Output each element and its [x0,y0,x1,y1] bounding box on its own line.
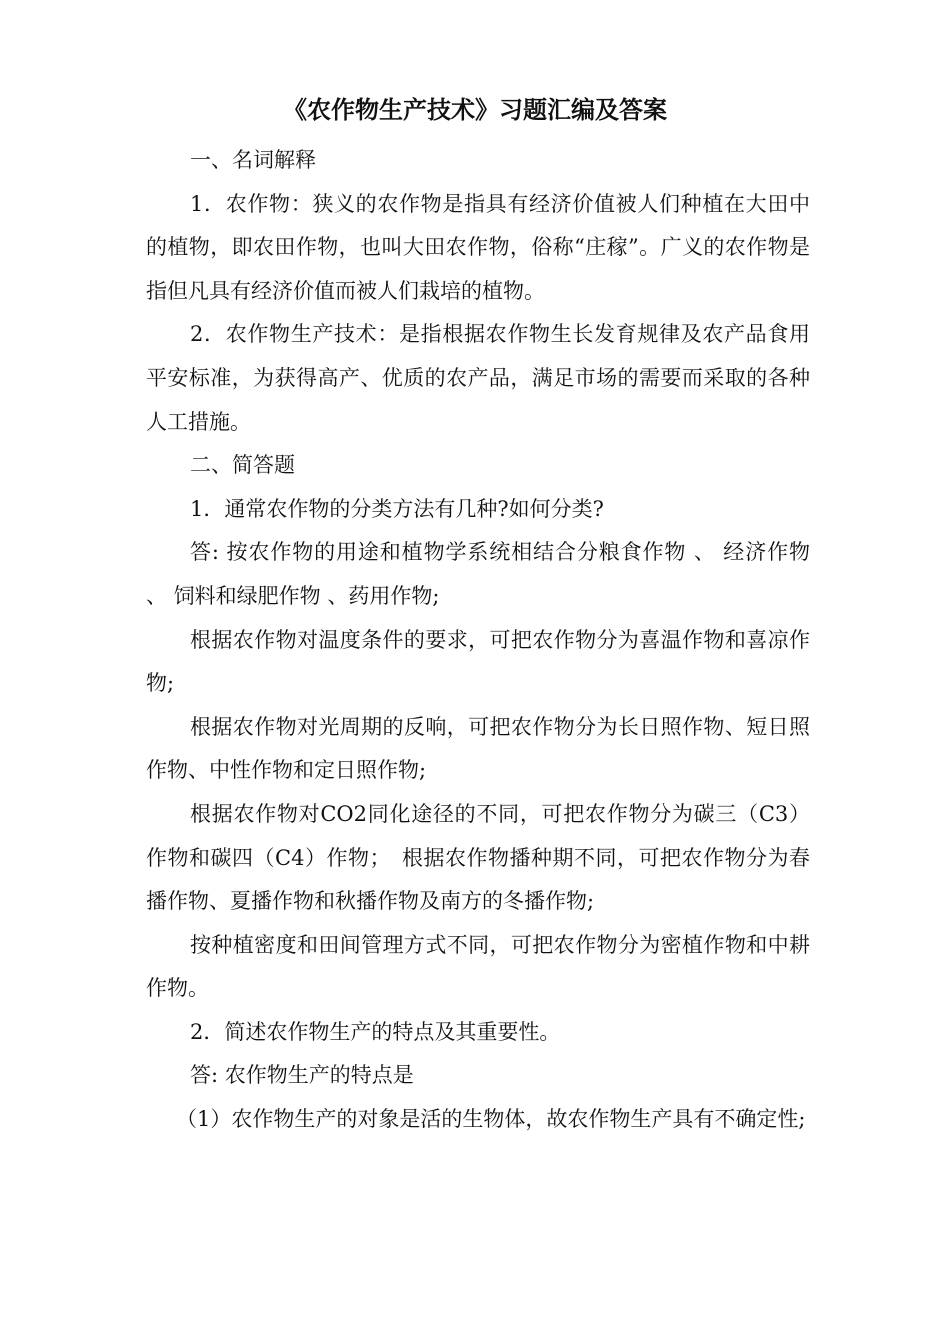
answer-2-point-1: （1）农作物生产的对象是活的生物体，故农作物生产具有不确定性; [176,1107,806,1132]
document-title: 《农作物生产技术》习题汇编及答案 [283,95,667,124]
answer-1-co2-and-sowing-classification: 根据农作物对CO2同化途径的不同，可把农作物分为碳三（C3）作物和碳四（C4）作物； 根据农作物播种期不同，可把农作物分为春播作物、夏播作物和秋播作物及南方的冬播作物; [146,801,810,914]
term-definition-crop: 1．农作物：狭义的农作物是指具有经济价值被人们种植在大田中的植物，即农田作物，也叫大田农作物，俗称“庄稼”。广义的农作物是指但凡具有经济价值而被人们栽培的植物。 [146,191,810,303]
question-1: 1．通常农作物的分类方法有几种?如何分类? [190,496,604,521]
answer-1-photoperiod-classification: 根据农作物对光周期的反响，可把农作物分为长日照作物、短日照作物、中性作物和定日照作物; [146,714,810,783]
document-body [146,139,810,1142]
answer-1-purpose-classification: 答: 按农作物的用途和植物学系统相结合分粮食作物 、 经济作物 、 饲料和绿肥作物 、药用作物; [146,540,810,608]
answer-1-density-classification: 按种植密度和田间管理方式不同，可把农作物分为密植作物和中耕作物。 [146,932,810,1001]
section-heading-terms: 一、名词解释 [190,148,316,172]
answer-2-intro: 答: 农作物生产的特点是 [190,1063,414,1088]
section-heading-short-answer: 二、简答题 [190,453,295,478]
term-definition-crop-production-technology: 2．农作物生产技术：是指根据农作物生长发育规律及农产品食用平安标准，为获得高产、优质的农产品，满足市场的需要而采取的各种人工措施。 [146,322,810,434]
answer-1-temperature-classification: 根据农作物对温度条件的要求，可把农作物分为喜温作物和喜凉作物; [146,627,810,696]
question-2: 2．简述农作物生产的特点及其重要性。 [190,1019,561,1044]
